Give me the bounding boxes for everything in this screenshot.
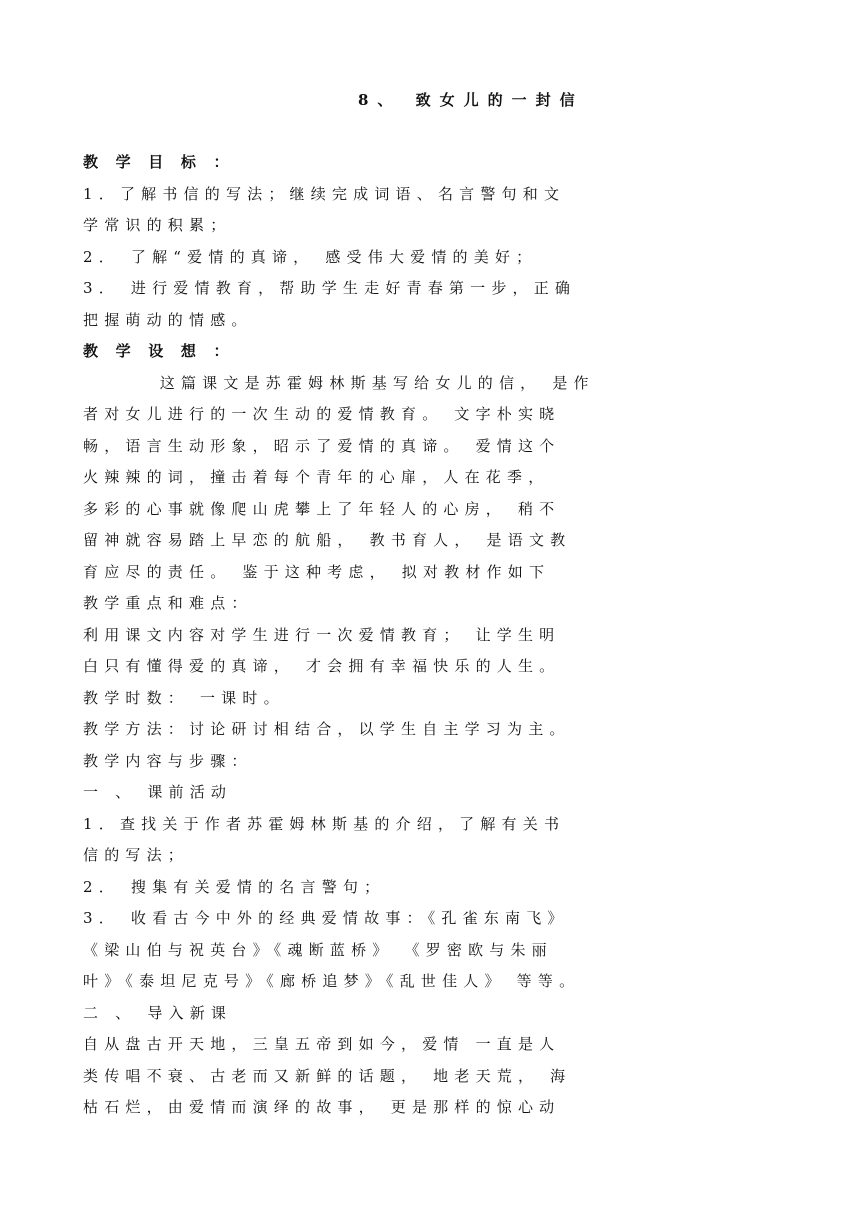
text-line: 教学方法：讨论研讨相结合，以学生自主学习为主。 — [83, 720, 571, 738]
text-line: 留神就容易踏上早恋的航船， 教书育人， 是语文教 — [83, 531, 572, 549]
text-line: 教学重点和难点： — [83, 594, 253, 612]
text-line: 类传唱不衰、古老而又新鲜的话题， 地老天荒， 海 — [83, 1066, 572, 1085]
text-line: 多彩的心事就像爬山虎攀上了年轻人的心房， 稍不 — [83, 499, 561, 518]
text-line: 信的写法； — [83, 846, 190, 864]
text-line: 一 、 课前活动 — [83, 783, 233, 801]
text-line: 《梁山伯与祝英台》《魂断蓝桥》 《罗密欧与朱丽 — [83, 940, 553, 959]
text-line: 3． 进行爱情教育，帮助学生走好青春第一步，正确 — [83, 279, 577, 297]
text-line: 畅，语言生动形象，昭示了爱情的真谛。 爱情这个 — [83, 436, 561, 455]
text-line: 白只有懂得爱的真谛， 才会拥有幸福快乐的人生。 — [83, 657, 561, 675]
text-line: 1．查找关于作者苏霍姆林斯基的介绍，了解有关书 — [83, 814, 566, 833]
text-line: 2． 搜集有关爱情的名言警句； — [83, 877, 386, 896]
section-heading: 教 学 目 标 ： — [83, 153, 235, 171]
text-line: 火辣辣的词，撞击着每个青年的心扉，人在花季， — [83, 468, 550, 486]
text-line: 育应尽的责任。 鉴于这种考虑， 拟对教材作如下 — [83, 562, 551, 581]
text-line: 枯石烂，由爱情而演绎的故事， 更是那样的惊心动 — [83, 1098, 561, 1116]
text-line: 把握萌动的情感。 — [83, 310, 253, 329]
text-line: 叶》《泰坦尼克号》《廊桥追梦》《乱世佳人》 等等。 — [83, 972, 581, 990]
text-line: 者对女儿进行的一次生动的爱情教育。 文字朴实晓 — [83, 405, 561, 423]
section-heading: 教 学 设 想 ： — [83, 342, 235, 360]
text-line: 利用课文内容对学生进行一次爱情教育； 让学生明 — [83, 625, 561, 644]
text-line: 2． 了解“爱情的真谛， 感受伟大爱情的美好； — [83, 247, 538, 266]
text-line: 自从盘古开天地，三皇五帝到如今，爱情 一直是人 — [83, 1035, 561, 1053]
text-line: 1．了解书信的写法；继续完成词语、名言警句和文 — [83, 184, 566, 203]
text-line: 这篇课文是苏霍姆林斯基写给女儿的信， 是作 — [83, 373, 595, 392]
text-line: 教学时数： 一课时。 — [83, 688, 285, 707]
document-title: 8、 致女儿的一封信 — [358, 91, 584, 109]
text-line: 二 、 导入新课 — [83, 1003, 233, 1022]
text-line: 教学内容与步骤： — [83, 751, 253, 770]
text-line: 3． 收看古今中外的经典爱情故事：《孔雀东南飞》 — [83, 909, 569, 927]
text-line: 学常识的积累； — [83, 216, 232, 234]
